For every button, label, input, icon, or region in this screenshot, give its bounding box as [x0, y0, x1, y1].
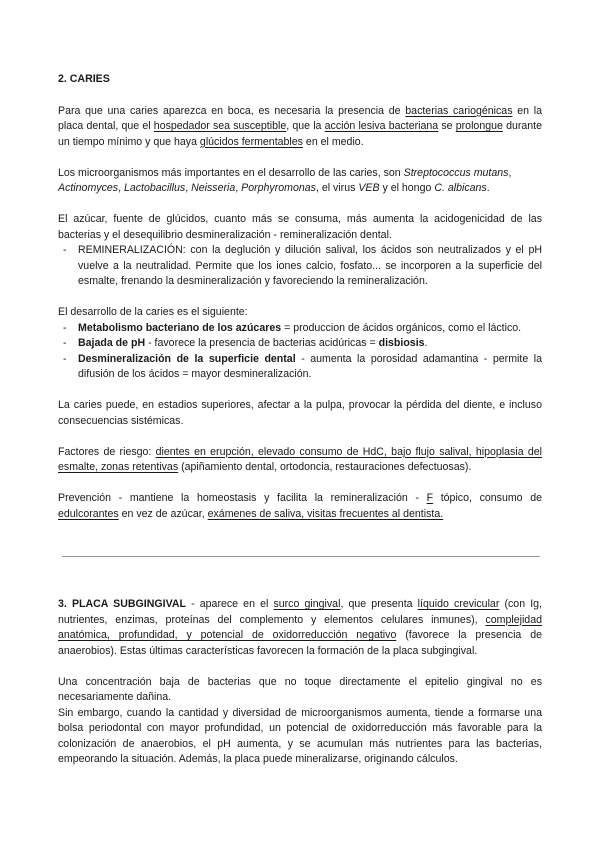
- placa-subgingival-paragraph: 3. PLACA SUBGINGIVAL - aparece en el surco gingival, que presenta líquido crevicular (con Ig, nutrientes, enzimas, proteínas del complemento y elementos celulares inmunes), complejidad anatómica, profundidad, y potencial de oxidorreducción negativo (favorece la presencia de anaerobios). Estas últimas características favorecen la formación de la placa subgingival.: [58, 598, 543, 657]
- underlined-term: líquido crevicular: [417, 598, 500, 610]
- underlined-term: bacterias cariogénicas: [405, 104, 513, 117]
- caries-development-steps: [58, 321, 542, 383]
- placa-paragraph-2: Una concentración baja de bacterias que no toque directamente el epitelio gingival no es necesariamente dañina.: [58, 675, 542, 703]
- caries-development-intro: El desarrollo de la caries es el siguiente:: [58, 306, 248, 318]
- underlined-term: F: [426, 492, 434, 504]
- underlined-term: glúcidos fermentables: [199, 135, 303, 148]
- section-heading-placa: 3. PLACA SUBGINGIVAL: [58, 598, 186, 610]
- section-divider: [62, 556, 540, 557]
- placa-paragraph-3: Sin embargo, cuando la cantidad y diversidad de microorganismos aumenta, tiende a formarse una bolsa periodontal con mayor profundidad, un potencial de oxidorreducción más favorable para la colonización de anaerobios, el pH aumenta, y se acumulan más nutrientes para las bacterias, empeorando la situación. Además, la placa puede mineralizarse, originando cálculos.: [58, 706, 542, 765]
- underlined-term: complejidad anatómica, profundidad, y potencial de oxidorreducción negativo: [58, 613, 542, 641]
- list-item: - Desmineralización de la superficie dental - aumenta la porosidad adamantina - permite la difusión de los ácidos = mayor desmineralización.: [58, 352, 542, 383]
- caries-paragraph-consequences: La caries puede, en estadios superiores, afectar a la pulpa, provocar la pérdida del diente, e incluso consecuencias sistémicas.: [58, 399, 542, 427]
- caries-paragraph-1: Para que una caries aparezca en boca, es necesaria la presencia de bacterias cariogénicas en la placa dental, que el hospedador sea susceptible, que la acción lesiva bacteriana se prolongue durante un tiempo mínimo y que haya glúcidos fermentables en el medio.: [58, 104, 543, 148]
- underlined-term: acción lesiva bacteriana: [324, 120, 439, 132]
- underlined-term: dientes en erupción, elevado consumo de HdC, bajo flujo salival, hipoplasia del esmalte, zonas retentivas: [58, 445, 543, 473]
- caries-paragraph-sugar: El azúcar, fuente de glúcidos, cuanto más se consuma, más aumenta la acidogenicidad de las bacterias y el desequilibrio desmineralización - remineralización dental.: [58, 213, 542, 241]
- underlined-term: surco gingival: [273, 598, 341, 610]
- underlined-term: prolongue: [455, 120, 503, 132]
- document-page: [58, 72, 542, 768]
- underlined-term: edulcorantes: [58, 507, 119, 520]
- caries-paragraph-microorganisms: Los microorganismos más importantes en el desarrollo de las caries, son Streptococcus mutans, Actinomyces, Lactobacillus, Neisseria, Porphyromonas, el virus VEB y el hongo C. albicans.: [58, 166, 512, 194]
- caries-prevention: Prevención - mantiene la homeostasis y facilita la remineralización - F tópico, consumo de edulcorantes en vez de azúcar, exámenes de saliva, visitas frecuentes al dentista.: [58, 492, 542, 520]
- list-item: - REMINERALIZACIÓN: con la deglución y dilución salival, los ácidos son neutralizados y el pH vuelve a la neutralidad. Permite que los iones calcio, fosfato... se incorporen a la superficie del esmalte, frenando la desmineralización y favoreciendo la remineralización.: [58, 243, 542, 290]
- section-heading-caries: 2. CARIES: [58, 73, 110, 85]
- underlined-term: hospedador sea susceptible: [153, 120, 287, 132]
- underlined-term: exámenes de saliva, visitas frecuentes al dentista.: [207, 507, 444, 520]
- list-item: - Bajada de pH - favorece la presencia de bacterias acidúricas = disbiosis.: [58, 336, 542, 352]
- remineralization-list: [58, 243, 542, 290]
- caries-risk-factors: Factores de riesgo: dientes en erupción, elevado consumo de HdC, bajo flujo salival, hipoplasia del esmalte, zonas retentivas (apiñamiento dental, ortodoncia, restauraciones defectuosas).: [58, 445, 543, 473]
- list-item: - Metabolismo bacteriano de los azúcares = produccion de ácidos orgánicos, como el láctico.: [58, 321, 542, 337]
